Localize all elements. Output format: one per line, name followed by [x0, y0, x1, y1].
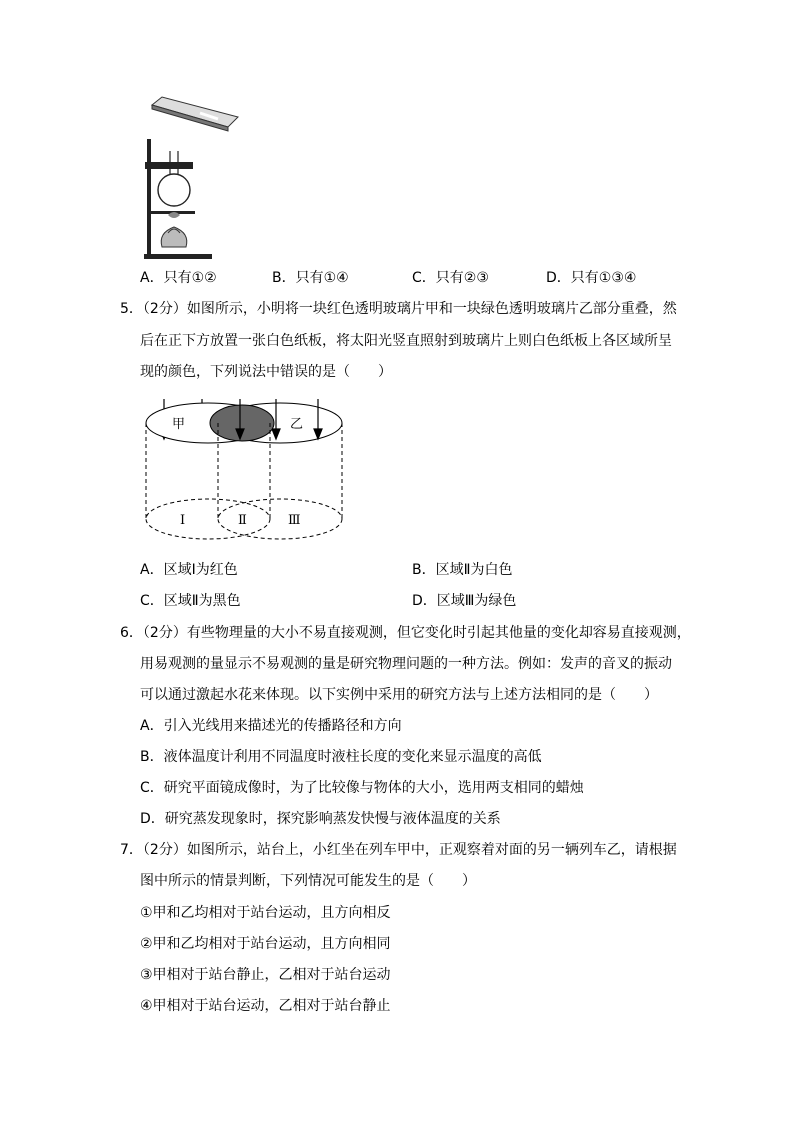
q5-label-jia: 甲 [172, 417, 186, 432]
q6-option-a: A．引入光线用来描述光的传播路径和方向 [140, 718, 402, 734]
q7-question-line-2: 图中所示的情景判断，下列情况可能发生的是（ ） [140, 873, 476, 889]
q5-option-a: A．区域Ⅰ为红色 [140, 562, 238, 578]
q5-label-region-2: Ⅱ [238, 513, 247, 528]
q4-option-d: D．只有①③④ [546, 270, 637, 286]
q5-label-region-3: Ⅲ [288, 513, 301, 528]
q6-question-line-2: 用易观测的量显示不易观测的量是研究物理问题的一种方法。例如：发声的音叉的振动 [140, 656, 672, 672]
q5-question-line-2: 后在正下方放置一张白色纸板，将太阳光竖直照射到玻璃片上则白色纸板上各区域所呈 [140, 333, 672, 349]
q6-question-line-1: 6．（2分）有些物理量的大小不易直接观测，但它变化时引起其他量的变化却容易直接观测， [120, 625, 691, 641]
q5-label-region-1: Ⅰ [180, 513, 186, 528]
q7-statement-2: ②甲和乙均相对于站台运动，且方向相同 [140, 936, 391, 952]
q6-option-c: C．研究平面镜成像时，为了比较像与物体的大小，选用两支相同的蜡烛 [140, 780, 584, 796]
q4-option-b: B．只有①④ [272, 270, 349, 286]
q6-option-b: B．液体温度计利用不同温度时液柱长度的变化来显示温度的高低 [140, 749, 542, 765]
q5-option-d: D．区域Ⅲ为绿色 [412, 593, 517, 609]
q6-option-d: D．研究蒸发现象时，探究影响蒸发快慢与液体温度的关系 [140, 811, 501, 827]
q5-question-line-3: 现的颜色，下列说法中错误的是（ ） [140, 364, 392, 380]
q5-question-line-1: 5．（2分）如图所示，小明将一块红色透明玻璃片甲和一块绿色透明玻璃片乙部分重叠，然 [120, 301, 677, 317]
q7-statement-4: ④甲相对于站台运动，乙相对于站台静止 [140, 998, 391, 1014]
q5-option-b: B．区域Ⅱ为白色 [412, 562, 513, 578]
q4-option-c: C．只有②③ [412, 270, 489, 286]
q4-option-a: A．只有①② [140, 270, 217, 286]
q7-statement-3: ③甲相对于站台静止，乙相对于站台运动 [140, 967, 391, 983]
q7-question-line-1: 7．（2分）如图所示，站台上，小红坐在列车甲中，正观察着对面的另一辆列车乙，请根据 [120, 842, 677, 858]
q7-statement-1: ①甲和乙均相对于站台运动，且方向相反 [140, 905, 391, 921]
q5-label-yi: 乙 [290, 417, 304, 432]
q6-question-line-3: 可以通过激起水花来体现。以下实例中采用的研究方法与上述方法相同的是（ ） [140, 687, 658, 703]
q5-option-c: C．区域Ⅱ为黑色 [140, 593, 241, 609]
q4-apparatus-figure [140, 95, 250, 265]
q5-glass-overlap-figure [138, 395, 358, 545]
